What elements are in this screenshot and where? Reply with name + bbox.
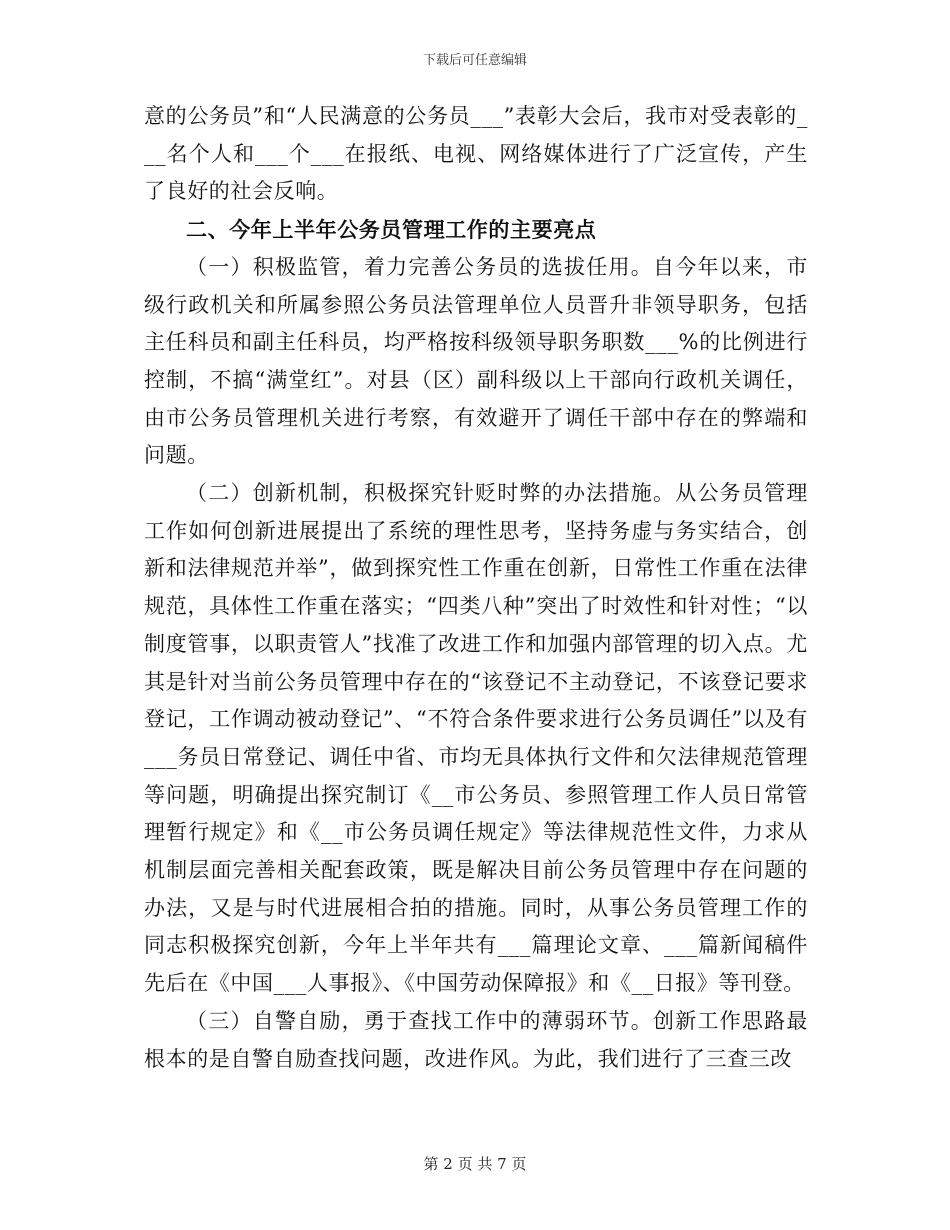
paragraph-continuation: 意的公务员”和“人民满意的公务员___”表彰大会后，我市对受表彰的___名个人和___个___在报纸、电视、网络媒体进行了广泛宣传，产生了良好的社会反响。 bbox=[144, 104, 808, 204]
page-number-footer: 第 2 页 共 7 页 bbox=[423, 1155, 527, 1173]
paragraph-item-3: （三）自警自励，勇于查找工作中的薄弱环节。创新工作思路最根本的是自警自励查找问题，改进作风。为此，我们进行了三查三改 bbox=[144, 1008, 808, 1071]
paragraph-item-1: （一）积极监管，着力完善公务员的选拔任用。自今年以来，市级行政机关和所属参照公务员法管理单位人员晋升非领导职务，包括主任科员和副主任科员，均严格按科级领导职务职数___%的比例进行控制，不搞“满堂红”。对县（区）副科级以上干部向行政机关调任，由市公务员管理机关进行考察，有效避开了调任干部中存在的弊端和问题。 bbox=[144, 254, 808, 468]
page-header: 下载后可任意编辑 bbox=[422, 53, 527, 68]
paragraph-item-2: （二）创新机制，积极探究针贬时弊的办法措施。从公务员管理工作如何创新进展提出了系统的理性思考，坚持务虚与务实结合，创新和法律规范并举”，做到探究性工作重在创新，日常性工作重在法律规范，具体性工作重在落实；“四类八种”突出了时效性和针对性；“以制度管事，以职责管人”找准了改进工作和加强内部管理的切入点。尤其是针对当前公务员管理中存在的“该登记不主动登记，不该登记要求登记，工作调动被动登记”、“不符合条件要求进行公务员调任”以及有___务员日常登记、调任中省、市均无具体执行文件和欠法律规范管理等问题，明确提出探究制订《__市公务员、参照管理工作人员日常管理暂行规定》和《__市公务员调任规定》等法律规范性文件，力求从机制层面完善相关配套政策，既是解决目前公务员管理中存在问题的办法，又是与时代进展相合拍的措施。同时，从事公务员管理工作的同志积极探究创新，今年上半年共有___篇理论文章、___篇新闻稿件先后在《中国___人事报》、《中国劳动保障报》和《__日报》等刊登。 bbox=[144, 481, 808, 996]
section-heading: 二、今年上半年公务员管理工作的主要亮点 bbox=[186, 217, 597, 243]
document-body bbox=[144, 98, 808, 1078]
